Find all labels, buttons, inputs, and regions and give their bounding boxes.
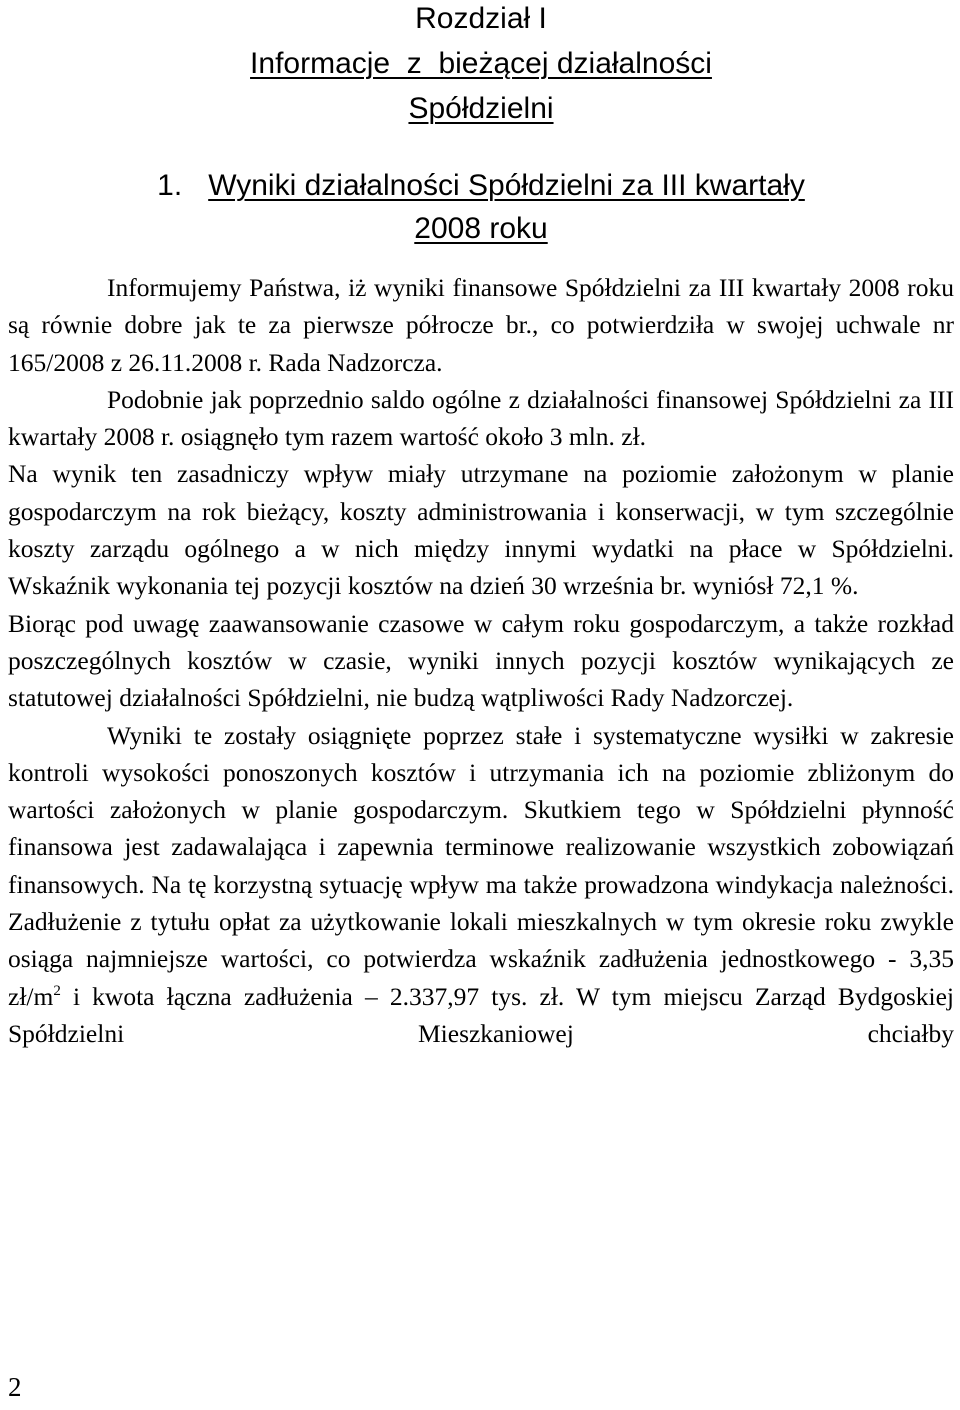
chapter-label: Rozdział I — [415, 2, 547, 35]
paragraph-3: Na wynik ten zasadniczy wpływ miały utrzymane na poziomie założonym w planie gospodarczym na rok bieżący, koszty administrowania i konserwacji, w tym szczególnie koszty zarządu ogólnego a w nich między innymi wydatki na płace w Spółdzielni. Wskaźnik wykonania tej pozycji kosztów na dzień 30 września br. wyniósł 72,1 %. — [8, 459, 954, 601]
page-number: 2 — [8, 1372, 22, 1402]
section-title-line-1: Wyniki działalności Spółdzielni za III kwartały — [208, 169, 805, 202]
paragraph-1: Informujemy Państwa, iż wyniki finansowe Spółdzielni za III kwartały 2008 roku są równie dobre jak te za pierwsze półrocze br., co potwierdziła w swojej uchwale nr 165/2008 z 26.11.2008 r. Rada Nadzorcza. — [8, 273, 954, 377]
chapter-title-line-2: Spółdzielni — [408, 92, 554, 125]
section-heading — [8, 164, 954, 250]
paragraph-5-text-b: i kwota łączna zadłużenia – 2.337,97 tys. zł. W tym miejscu Zarząd Bydgoskiej Spółdzielni Mieszkaniowej chciałby — [8, 981, 954, 1048]
paragraph-5 — [8, 717, 954, 1053]
chapter-heading — [8, 0, 954, 131]
paragraph-2: Podobnie jak poprzednio saldo ogólne z działalności finansowej Spółdzielni za III kwartały 2008 r. osiągnęło tym razem wartość około 3 mln. zł. — [8, 384, 954, 452]
section-number: 1. — [157, 169, 183, 202]
section-title-line-2: 2008 roku — [414, 212, 548, 245]
document-page — [8, 0, 954, 1052]
paragraph-4: Biorąc pod uwagę zaawansowanie czasowe w całym roku gospodarczym, a także rozkład poszczególnych kosztów w czasie, wyniki innych pozycji kosztów wynikających ze statutowej działalności Spółdzielni, nie budzą wątpliwości Rady Nadzorczej. — [8, 608, 954, 713]
superscript-2: 2 — [53, 982, 61, 999]
chapter-title-line-1: Informacje z bieżącej działalności — [250, 47, 712, 80]
paragraph-5-text-a: Wyniki te zostały osiągnięte poprzez stałe i systematyczne wysiłki w zakresie kontroli wysokości ponoszonych kosztów i utrzymania ich na poziomie zbliżonym do wartości założonych w planie gospodarczym. Skutkiem tego w Spółdzielni płynność finansowa jest zadawalająca i zapewnia terminowe realizowanie wszystkich zobowiązań finansowych. Na tę korzystną sytuację wpływ ma także prowadzona windykacja należności. Zadłużenie z tytułu opłat za użytkowanie lokali mieszkalnych w tym okresie roku zwykle osiąga najmniejsze wartości, co potwierdza wskaźnik zadłużenia jednostkowego - 3,35 zł/m — [8, 720, 954, 1011]
